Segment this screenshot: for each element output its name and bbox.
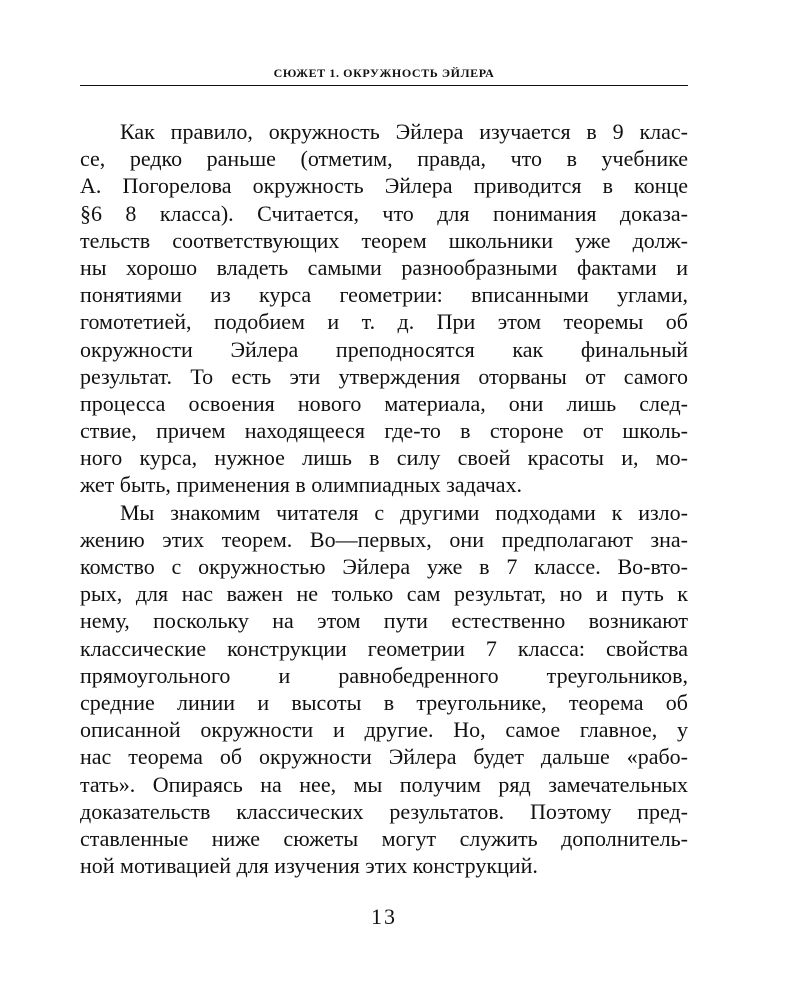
text-line: Как правило, окружность Эйлера изучается в 9 клас-: [120, 119, 688, 144]
text-line: описанной окружности и другие. Но, самое главное, у: [80, 717, 688, 743]
paragraph: [80, 499, 688, 880]
text-line: результат. То есть эти утверждения оторваны от самого: [80, 363, 688, 389]
text-line: понятиями из курса геометрии: вписанными углами,: [80, 282, 688, 308]
paragraph: [80, 118, 688, 499]
page-number: 13: [371, 904, 397, 929]
text-line: ного курса, нужное лишь в силу своей красоты и, мо-: [80, 445, 688, 471]
body-text: [80, 118, 688, 879]
text-line: прямоугольного и равнобедренного треугольников,: [80, 662, 688, 688]
text-line: рых, для нас важен не только сам результат, но и путь к: [80, 581, 688, 607]
text-line: Мы знакомим читателя с другими подходами к изло-: [120, 499, 688, 525]
text-line: ной мотивацией для изучения этих конструкций.: [80, 853, 538, 879]
text-line: классические конструкции геометрии 7 класса: свойства: [80, 635, 688, 661]
text-line: §6 8 класса). Считается, что для понимания доказа-: [80, 200, 688, 226]
text-line: комство с окружностью Эйлера уже в 7 классе. Во-вто-: [80, 554, 688, 579]
text-line: жению этих теорем. Во—первых, они предполагают зна-: [80, 526, 688, 552]
text-line: нему, поскольку на этом пути естественно возникают: [80, 608, 688, 634]
text-line: нас теорема об окружности Эйлера будет дальше «рабо-: [80, 744, 688, 770]
text-line: тельств соответствующих теорем школьники уже долж-: [80, 227, 688, 253]
text-line: се, редко раньше (отметим, правда, что в учебнике: [80, 146, 688, 172]
text-line: окружности Эйлера преподносятся как финальный: [80, 336, 688, 362]
text-line: А. Погорелова окружность Эйлера приводится в конце: [80, 173, 688, 199]
text-line: ствие, причем находящееся где-то в стороне от школь-: [80, 418, 688, 444]
text-line: ны хорошо владеть самыми разнообразными фактами и: [80, 254, 688, 280]
text-line: тать». Опираясь на нее, мы получим ряд замечательных: [80, 771, 688, 797]
text-line: жет быть, применения в олимпиадных задачах.: [80, 472, 523, 498]
text-line: гомотетией, подобием и т. д. При этом теоремы об: [80, 309, 688, 335]
header-rule: [80, 85, 688, 86]
text-line: средние линии и высоты в треугольнике, теорема об: [80, 689, 688, 715]
text-line: доказательств классических результатов. Поэтому пред-: [80, 798, 688, 824]
running-head: СЮЖЕТ 1. ОКРУЖНОСТЬ ЭЙЛЕРА: [273, 66, 495, 80]
text-line: ставленные ниже сюжеты могут служить дополнитель-: [80, 825, 688, 851]
text-line: процесса освоения нового материала, они лишь след-: [80, 390, 688, 416]
